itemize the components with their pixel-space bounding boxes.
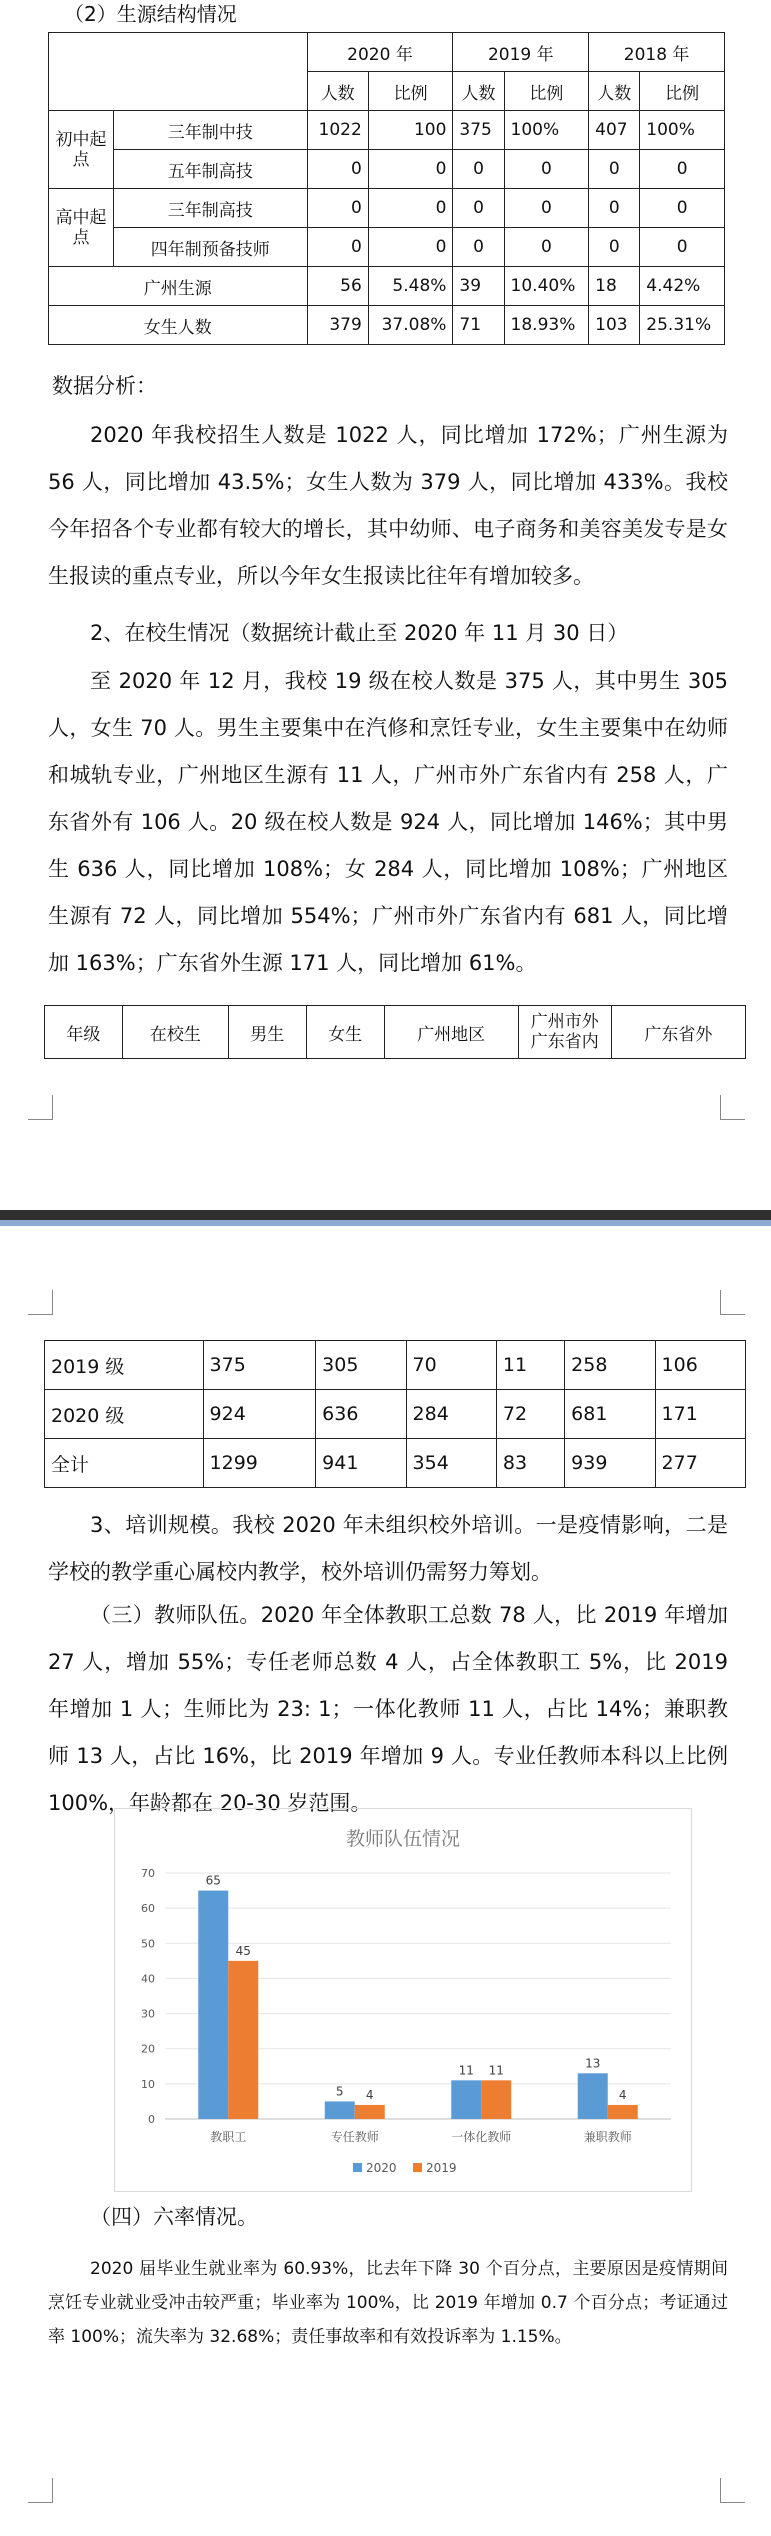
year-2019-header: 2019 年 — [453, 33, 589, 72]
cell: 0 — [640, 228, 725, 267]
cell: 0 — [453, 150, 504, 189]
page-corner-mark — [28, 1290, 53, 1315]
row-label: 广州生源 — [49, 267, 308, 306]
enrollment-table — [48, 32, 725, 345]
x-tick-label: 一体化教师 — [451, 2130, 512, 2144]
cell: 924 — [203, 1390, 316, 1439]
cell: 0 — [368, 228, 453, 267]
bar-2020-3 — [578, 2073, 608, 2119]
data-label: 11 — [458, 2063, 474, 2078]
cell: 39 — [453, 267, 504, 306]
cell: 407 — [589, 111, 640, 150]
page-separator-shadow — [0, 1220, 771, 1226]
x-tick-label: 教职工 — [210, 2130, 247, 2144]
cell: 70 — [406, 1341, 496, 1390]
cell: 18.93% — [504, 306, 589, 345]
cell: 1299 — [203, 1439, 316, 1488]
table-row — [49, 267, 725, 306]
year-2020-header: 2020 年 — [307, 33, 453, 72]
cell: 83 — [496, 1439, 564, 1488]
cell: 277 — [655, 1439, 745, 1488]
six-rates-heading: （四）六率情况。 — [90, 2205, 258, 2229]
cell: 0 — [368, 150, 453, 189]
group-label: 初中起点 — [49, 111, 114, 189]
data-label: 13 — [585, 2056, 601, 2071]
table-row — [49, 306, 725, 345]
page-corner-mark — [720, 1095, 745, 1120]
year-2018-header: 2018 年 — [589, 33, 725, 72]
enrolled-heading: 2、在校生情况（数据统计截止至 2020 年 11 月 30 日） — [90, 621, 629, 645]
cell: 0 — [640, 150, 725, 189]
cell: 0 — [589, 150, 640, 189]
cell: 0 — [504, 228, 589, 267]
table-row — [45, 1341, 746, 1390]
enrolled-table — [44, 1340, 746, 1488]
col-enrolled: 在校生 — [122, 1006, 228, 1059]
data-label: 45 — [235, 1943, 251, 1958]
cell: 10.40% — [504, 267, 589, 306]
cell: 2019 级 — [45, 1341, 204, 1390]
y-tick-label: 0 — [148, 2113, 155, 2126]
cell: 0 — [504, 189, 589, 228]
cell: 0 — [589, 189, 640, 228]
x-tick-label: 兼职教师 — [583, 2130, 632, 2144]
cell: 375 — [203, 1341, 316, 1390]
cell: 258 — [565, 1341, 655, 1390]
table-row — [49, 189, 725, 228]
cell: 375 — [453, 111, 504, 150]
enrolled-paragraph: 至 2020 年 12 月，我校 19 级在校人数是 375 人，其中男生 305 人，女生 70 人。男生主要集中在汽修和烹饪专业，女生主要集中在幼师和城轨专业，广州地区生源有 11 人，广州市外广东省内有 258 人，广东省外有 106 人。20 级在校人数是 924 人，同比增加 146%；其中男生 636 人，同比增加 108%；女 284 人，同比增加 108%；广州地区生源有 72 人，同比增加 554%；广州市外广东省内有 681 人，同比增加 163%；广东省外生源 171 人，同比增加 61%。 — [48, 669, 728, 975]
cell: 72 — [496, 1390, 564, 1439]
cell: 2020 级 — [45, 1390, 204, 1439]
analysis-paragraph: 2020 年我校招生人数是 1022 人，同比增加 172%；广州生源为 56 人，同比增加 43.5%；女生人数为 379 人，同比增加 433%。我校今年招各个专业都有较大的增长，其中幼师、电子商务和美容美发专是女生报读的重点专业，所以今年女生报读比往年有增加较多。 — [48, 423, 728, 588]
cell: 100% — [504, 111, 589, 150]
bar-2020-0 — [198, 1891, 228, 2119]
col-ratio: 比例 — [368, 72, 453, 111]
data-label: 65 — [205, 1873, 221, 1888]
cell: 106 — [655, 1341, 745, 1390]
table-row — [45, 1439, 746, 1488]
legend-swatch — [353, 2163, 362, 2172]
cell: 18 — [589, 267, 640, 306]
data-label: 4 — [365, 2087, 374, 2102]
page-corner-mark — [720, 1290, 745, 1315]
page-separator — [0, 1210, 771, 1220]
row-label: 三年制高技 — [114, 189, 308, 228]
cell: 0 — [368, 189, 453, 228]
y-tick-label: 40 — [141, 1972, 155, 1986]
cell: 0 — [504, 150, 589, 189]
cell: 103 — [589, 306, 640, 345]
col-male: 男生 — [228, 1006, 306, 1059]
cell: 0 — [453, 228, 504, 267]
cell: 284 — [406, 1390, 496, 1439]
col-female: 女生 — [306, 1006, 384, 1059]
row-label: 三年制中技 — [114, 111, 308, 150]
cell: 379 — [307, 306, 368, 345]
cell: 0 — [640, 189, 725, 228]
cell: 37.08% — [368, 306, 453, 345]
cell: 4.42% — [640, 267, 725, 306]
row-label: 四年制预备技师 — [114, 228, 308, 267]
cell: 1022 — [307, 111, 368, 150]
cell: 0 — [453, 189, 504, 228]
table-row — [45, 1390, 746, 1439]
col-in-province: 广州市外广东省内 — [518, 1006, 611, 1059]
data-label: 4 — [618, 2087, 627, 2102]
row-label: 女生人数 — [49, 306, 308, 345]
col-count: 人数 — [589, 72, 640, 111]
six-rates-paragraph: 2020 届毕业生就业率为 60.93%，比去年下降 30 个百分点，主要原因是疫情期间烹饪专业就业受冲击较严重；毕业率为 100%，比 2019 年增加 0.7 个百分点；考证通过率 100%；流失率为 32.68%；责任事故率和有效投诉率为 1.15%。 — [48, 2259, 728, 2347]
cell: 0 — [307, 228, 368, 267]
col-ratio: 比例 — [504, 72, 589, 111]
enrolled-table-header — [44, 1005, 746, 1059]
group-label: 高中起点 — [49, 189, 114, 267]
table-row — [49, 228, 725, 267]
cell: 全计 — [45, 1439, 204, 1488]
bar-2020-1 — [325, 2101, 355, 2119]
bar-2019-3 — [608, 2105, 638, 2119]
page-corner-mark — [28, 2478, 53, 2503]
bar-2020-2 — [451, 2080, 481, 2119]
col-guangzhou: 广州地区 — [384, 1006, 518, 1059]
cell: 681 — [565, 1390, 655, 1439]
cell: 636 — [316, 1390, 406, 1439]
col-out-province: 广东省外 — [611, 1006, 745, 1059]
col-count: 人数 — [307, 72, 368, 111]
col-ratio: 比例 — [640, 72, 725, 111]
y-tick-label: 10 — [141, 2077, 155, 2091]
y-tick-label: 60 — [141, 1902, 155, 1916]
data-label: 5 — [335, 2084, 344, 2099]
cell: 5.48% — [368, 267, 453, 306]
x-tick-label: 专任教师 — [330, 2130, 379, 2144]
cell: 941 — [316, 1439, 406, 1488]
section-title: （2）生源结构情况 — [64, 2, 237, 26]
data-label: 11 — [488, 2063, 504, 2078]
legend-label: 2019 — [426, 2161, 457, 2175]
legend-label: 2020 — [366, 2161, 397, 2175]
y-tick-label: 70 — [141, 1867, 155, 1880]
cell: 100% — [640, 111, 725, 150]
cell: 171 — [655, 1390, 745, 1439]
y-tick-label: 50 — [141, 1937, 155, 1951]
table-row — [49, 111, 725, 150]
cell: 354 — [406, 1439, 496, 1488]
bar-2019-2 — [481, 2080, 511, 2119]
teacher-bar-chart — [115, 1809, 691, 2191]
teacher-chart — [114, 1808, 692, 2192]
y-tick-label: 20 — [141, 2042, 155, 2056]
legend-swatch — [413, 2163, 422, 2172]
cell: 0 — [307, 150, 368, 189]
cell: 71 — [453, 306, 504, 345]
cell: 0 — [307, 189, 368, 228]
bar-2019-0 — [228, 1961, 258, 2119]
bar-2019-1 — [355, 2105, 385, 2119]
row-label: 五年制高技 — [114, 150, 308, 189]
cell: 939 — [565, 1439, 655, 1488]
cell: 0 — [589, 228, 640, 267]
cell: 305 — [316, 1341, 406, 1390]
col-grade: 年级 — [45, 1006, 123, 1059]
analysis-title: 数据分析： — [52, 374, 157, 398]
table-row — [49, 150, 725, 189]
page-corner-mark — [720, 2478, 745, 2503]
y-tick-label: 30 — [141, 2007, 155, 2021]
col-count: 人数 — [453, 72, 504, 111]
chart-title: 教师队伍情况 — [345, 1828, 461, 1850]
cell: 56 — [307, 267, 368, 306]
cell: 100 — [368, 111, 453, 150]
page-corner-mark — [28, 1095, 53, 1120]
cell: 25.31% — [640, 306, 725, 345]
teachers-paragraph: （三）教师队伍。2020 年全体教职工总数 78 人，比 2019 年增加 27 人，增加 55%；专任老师总数 4 人，占全体教职工 5%，比 2019 年增加 1 人；生师比为 23: 1；一体化教师 11 人，占比 14%；兼职教师 13 人，占比 16%，比 2019 年增加 9 人。专业任教师本科以上比例 100%，年龄都在 20-30 岁范围。 — [48, 1603, 728, 1815]
training-paragraph: 3、培训规模。我校 2020 年未组织校外培训。一是疫情影响，二是学校的教学重心属校内教学，校外培训仍需努力筹划。 — [48, 1513, 728, 1584]
cell: 11 — [496, 1341, 564, 1390]
